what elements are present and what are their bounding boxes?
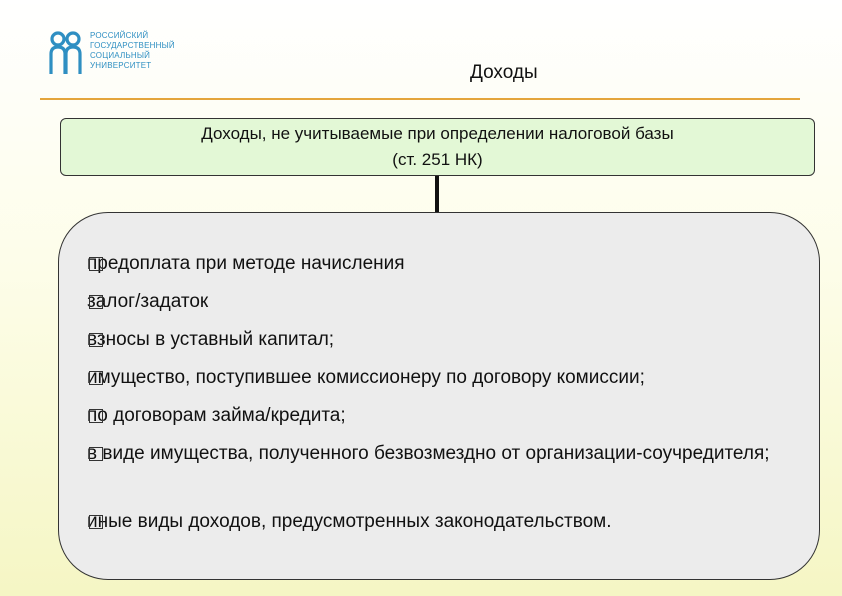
title-divider xyxy=(40,98,800,100)
checkbox-square-icon xyxy=(89,333,103,347)
header-box xyxy=(60,118,815,176)
checkbox-square-icon xyxy=(89,257,103,271)
list-item xyxy=(87,289,807,327)
list-item-text: иные виды доходов, предусмотренных законодательством. xyxy=(87,511,612,532)
list-item xyxy=(87,441,807,509)
checkbox-square-icon xyxy=(89,409,103,423)
list-item-text: взносы в уставный капитал; xyxy=(87,329,335,350)
logo-line-2: ГОСУДАРСТВЕННЫЙ xyxy=(90,41,175,50)
list-item xyxy=(87,509,807,539)
header-line-2: (ст. 251 НК) xyxy=(392,150,483,169)
list-item-text: по договорам займа/кредита; xyxy=(87,405,346,426)
list-item-text: в виде имущества, полученного безвозмездно от организации-соучредителя; xyxy=(87,443,770,464)
list-item-text: залог/задаток xyxy=(87,291,209,312)
checkbox-square-icon xyxy=(89,371,103,385)
checkbox-square-icon xyxy=(89,295,103,309)
header-line-1: Доходы, не учитываемые при определении налоговой базы xyxy=(201,124,674,143)
income-list xyxy=(87,251,807,539)
list-item xyxy=(87,327,807,365)
logo-line-4: УНИВЕРСИТЕТ xyxy=(90,61,152,70)
checkbox-square-icon xyxy=(89,447,103,461)
list-item xyxy=(87,365,807,403)
connector-line xyxy=(435,176,439,214)
university-name xyxy=(90,31,200,71)
list-item xyxy=(87,251,807,289)
university-emblem-icon xyxy=(46,30,86,76)
slide-title: Доходы xyxy=(470,62,538,83)
university-logo xyxy=(46,30,196,78)
list-item-text: имущество, поступившее комиссионеру по договору комиссии; xyxy=(87,367,645,388)
list-item xyxy=(87,403,807,441)
checkbox-square-icon xyxy=(89,515,103,529)
list-item-text: предоплата при методе начисления xyxy=(87,253,405,274)
logo-line-3: СОЦИАЛЬНЫЙ xyxy=(90,51,151,60)
logo-line-1: РОССИЙСКИЙ xyxy=(90,31,149,40)
